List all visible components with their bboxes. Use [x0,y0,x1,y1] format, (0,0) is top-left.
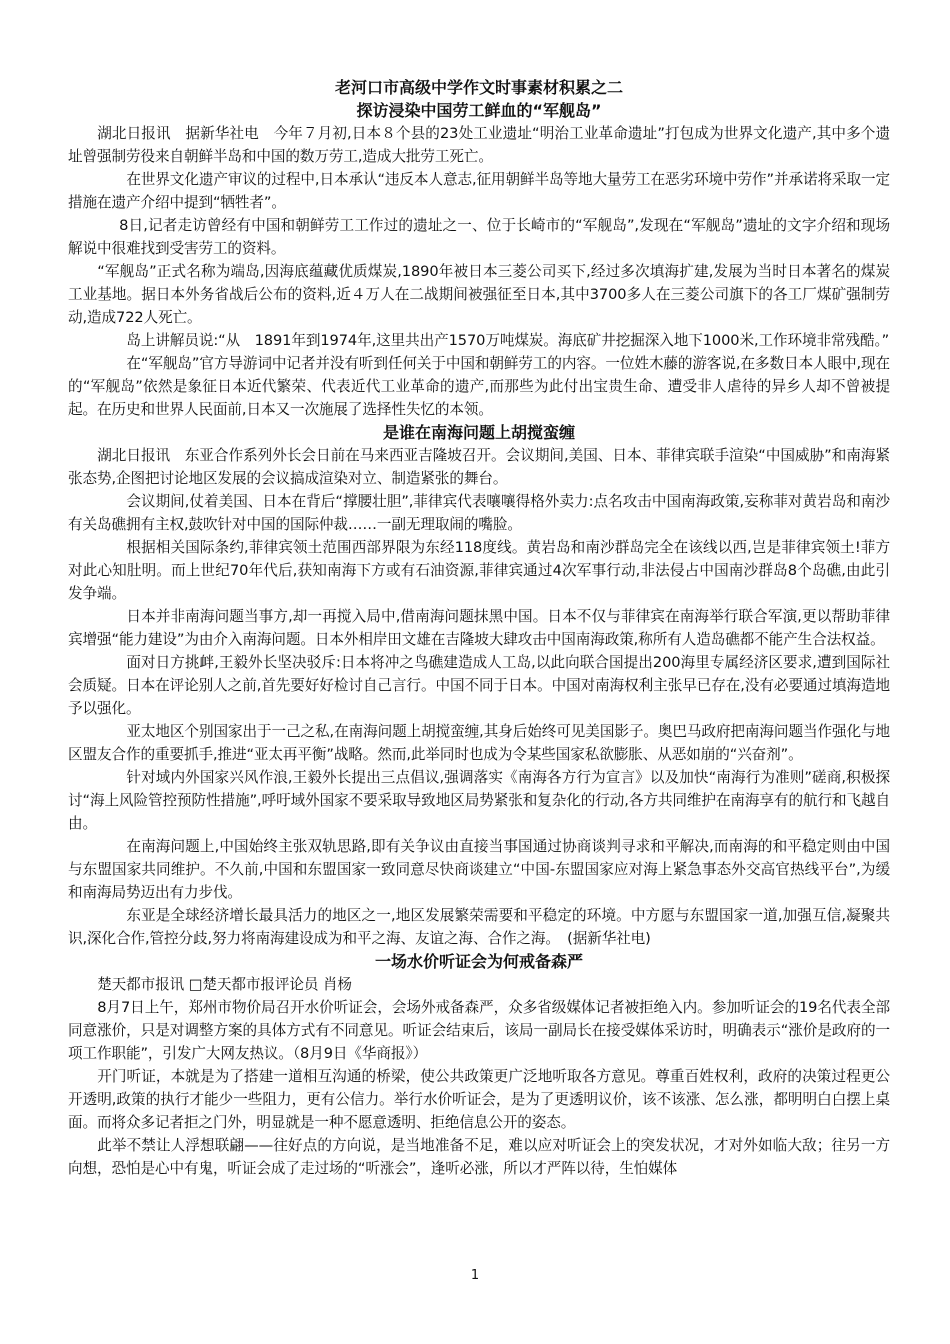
paragraph: 岛上讲解员说:“从 1891年到1974年,这里共出产1570万吨煤炭。海底矿井挖掘深入地下1000米,工作环境非常残酷。” [126,332,890,349]
document-title: 老河口市高级中学作文时事素材积累之二 [334,78,623,97]
paragraph: 湖北日报讯 东亚合作系列外长会日前在马来西亚吉隆坡召开。会议期间,美国、日本、菲律宾联手渲染“中国威胁”和南海紧张态势,企图把讨论地区发展的会议搞成渲染对立、制造紧张的舞台。 [68,447,890,487]
article-title: 一场水价听证会为何戒备森严 [374,952,583,971]
paragraph: 日本并非南海问题当事方,却一再搅入局中,借南海问题抹黑中国。日本不仅与菲律宾在南海举行联合军演,更以帮助菲律宾增强“能力建设”为由介入南海问题。日本外相岸田文雄在吉隆坡大肆攻击中国南海政策,称所有人造岛礁都不能产生合法权益。 [68,608,890,648]
paragraph: 亚太地区个别国家出于一己之私,在南海问题上胡搅蛮缠,其身后始终可见美国影子。奥巴马政府把南海问题当作强化与地区盟友合作的重要抓手,推进“亚太再平衡”战略。然而,此举同时也成为令某些国家私欲膨胀、从恶如崩的“兴奋剂”。 [68,723,890,763]
paragraph: 8月7日上午，郑州市物价局召开水价听证会，会场外戒备森严，众多省级媒体记者被拒绝入内。参加听证会的19名代表全部同意涨价，只是对调整方案的具体方式有不同意见。听证会结束后，该局一副局长在接受媒体采访时，明确表示“涨价是政府的一项工作职能”，引发广大网友热议。（8月9日《华商报》） [68,999,890,1062]
paragraph: 面对日方挑衅,王毅外长坚决驳斥:日本将冲之鸟礁建造成人工岛,以此向联合国提出200海里专属经济区要求,遭到国际社会质疑。日本在评论别人之前,首先要好好检讨自己言行。中国不同于日本。中国对南海权利主张早已存在,没有必要通过填海造地予以强化。 [68,654,890,717]
paragraph: 此举不禁让人浮想联翩——往好点的方向说，是当地准备不足，难以应对听证会上的突发状况，才对外如临大敌；往另一方向想，恐怕是心中有鬼，听证会成了走过场的“听涨会”，逢听必涨，所以才严阵以待，生怕媒体 [68,1137,890,1177]
paragraph: 会议期间,仗着美国、日本在背后“撑腰壮胆”,菲律宾代表嚷嚷得格外卖力:点名攻击中国南海政策,妄称菲对黄岩岛和南沙有关岛礁拥有主权,鼓吹针对中国的国际仲裁……一副无理取闹的嘴脸。 [68,493,890,533]
paragraph: 湖北日报讯 据新华社电 今年７月初,日本８个县的23处工业遗址“明治工业革命遗址”打包成为世界文化遗产,其中多个遗址曾强制劳役来自朝鲜半岛和中国的数万劳工,造成大批劳工死亡。 [68,125,890,165]
paragraph: 8日,记者走访曾经有中国和朝鲜劳工工作过的遗址之一、位于长崎市的“军舰岛”,发现在“军舰岛”遗址的文字介绍和现场解说中很难找到受害劳工的资料。 [68,217,890,257]
page-number: 1 [470,1268,480,1283]
paragraph: 开门听证，本就是为了搭建一道相互沟通的桥梁，使公共政策更广泛地听取各方意见。尊重百姓权利，政府的决策过程更公开透明,政策的执行才能少一些阻力，更有公信力。举行水价听证会，是为了更透明议价，该不该涨、怎么涨，都明明白白摆上桌面。而将众多记者拒之门外，明显就是一种不愿意透明、拒绝信息公开的姿态。 [68,1068,890,1131]
paragraph: 针对域内外国家兴风作浪,王毅外长提出三点倡议,强调落实《南海各方行为宣言》以及加快“南海行为准则”磋商,积极探讨“海上风险管控预防性措施”,呼吁域外国家不要采取导致地区局势紧张和复杂化的行动,各方共同维护在南海享有的航行和飞越自由。 [68,769,890,832]
document-body [68,76,890,1180]
byline: 楚天都市报讯 □楚天都市报评论员 肖杨 [97,976,352,993]
paragraph: 在南海问题上,中国始终主张双轨思路,即有关争议由直接当事国通过协商谈判寻求和平解决,而南海的和平稳定则由中国与东盟国家共同维护。不久前,中国和东盟国家一致同意尽快商谈建立“中国-东盟国家应对海上紧急事态外交高官热线平台”,为缓和南海局势迈出有力步伐。 [68,838,890,901]
paragraph: 在“军舰岛”官方导游词中记者并没有听到任何关于中国和朝鲜劳工的内容。一位姓木藤的游客说,在多数日本人眼中,现在的“军舰岛”依然是象征日本近代繁荣、代表近代工业革命的遗产,而那些为此付出宝贵生命、遭受非人虐待的异乡人却不曾被提起。在历史和世界人民面前,日本又一次施展了选择性失忆的本领。 [68,355,890,418]
article-title: 是谁在南海问题上胡搅蛮缠 [382,423,575,442]
paragraph: 东亚是全球经济增长最具活力的地区之一,地区发展繁荣需要和平稳定的环境。中方愿与东盟国家一道,加强互信,凝聚共识,深化合作,管控分歧,努力将南海建设成为和平之海、友谊之海、合作之海。 (据新华社电) [68,907,890,947]
article-title: 探访浸染中国劳工鲜血的“军舰岛” [356,101,602,120]
paragraph: “军舰岛”正式名称为端岛,因海底蕴藏优质煤炭,1890年被日本三菱公司买下,经过多次填海扩建,发展为当时日本著名的煤炭工业基地。据日本外务省战后公布的资料,近４万人在二战期间被强征至日本,其中3700多人在三菱公司旗下的各工厂煤矿强制劳动,造成722人死亡。 [68,263,890,326]
paragraph: 根据相关国际条约,菲律宾领土范围西部界限为东经118度线。黄岩岛和南沙群岛完全在该线以西,岂是菲律宾领土!菲方对此心知肚明。而上世纪70年代后,获知南海下方或有石油资源,菲律宾通过4次军事行动,非法侵占中国南沙群岛8个岛礁,由此引发争端。 [68,539,890,602]
paragraph: 在世界文化遗产审议的过程中,日本承认“违反本人意志,征用朝鲜半岛等地大量劳工在恶劣环境中劳作”并承诺将采取一定措施在遗产介绍中提到“牺牲者”。 [68,171,890,211]
